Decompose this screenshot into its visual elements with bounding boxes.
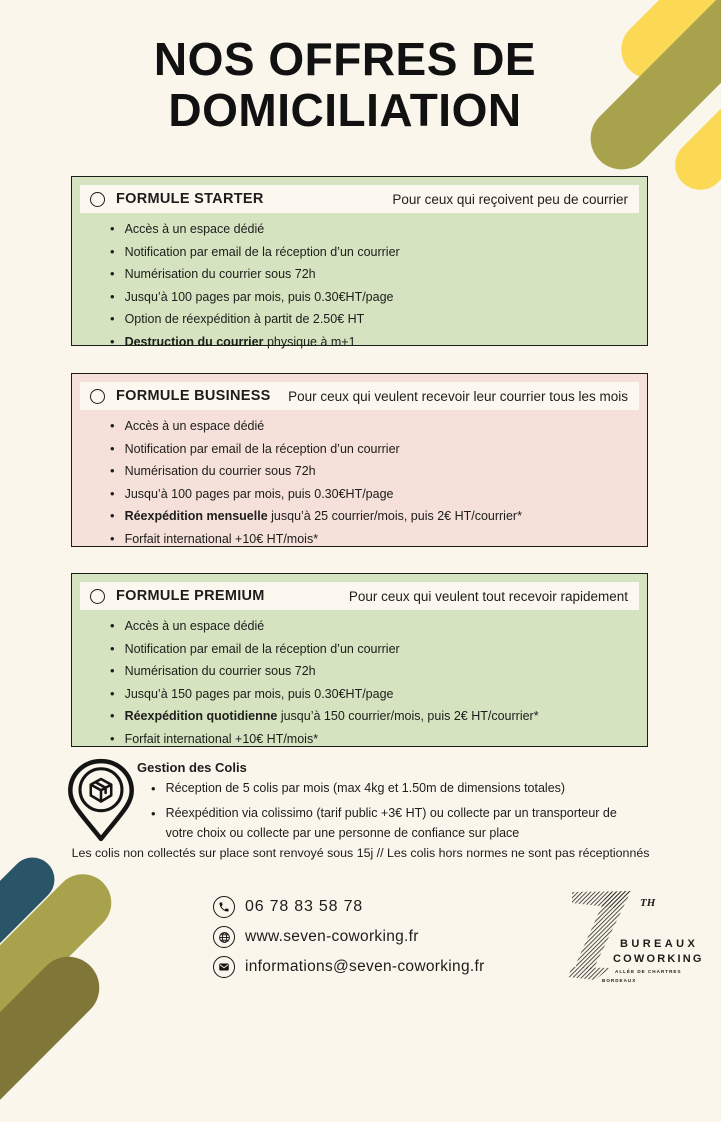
card-name (90, 388, 271, 404)
card-formule-starter (71, 176, 648, 349)
card-header (80, 185, 639, 213)
list-item: • Notification par email de la réception d’un courrier (110, 442, 639, 457)
globe-icon (213, 926, 235, 948)
logo-address-line1: ALLÉE DE CHARTRES (615, 969, 682, 974)
radio-circle-icon (90, 192, 105, 207)
contact-email (213, 956, 485, 978)
list-item: • Accès à un espace dédié (110, 222, 639, 237)
phone-number: 06 78 83 58 78 (245, 898, 363, 915)
phone-icon (213, 896, 235, 918)
list-item: • Jusqu’à 100 pages par mois, puis 0.30€HT/page (110, 290, 639, 305)
logo-seven-glyph (568, 891, 632, 980)
card-name (90, 191, 264, 207)
radio-circle-icon (90, 389, 105, 404)
list-item: • Réexpédition quotidienne jusqu’à 150 courrier/mois, puis 2€ HT/courrier* (110, 709, 639, 724)
logo-bureaux: BUREAUX (620, 938, 699, 950)
card-name-label: FORMULE STARTER (116, 191, 264, 207)
seventh-coworking-logo (540, 870, 721, 1000)
list-item: • Accès à un espace dédié (110, 419, 639, 434)
list-item: • Notification par email de la réception d’un courrier (110, 642, 639, 657)
website-url: www.seven-coworking.fr (245, 928, 419, 945)
page-title (15, 34, 675, 135)
parcel-section-title: Gestion des Colis (137, 760, 247, 775)
list-item: • Jusqu’à 150 pages par mois, puis 0.30€HT/page (110, 687, 639, 702)
list-item: • Notification par email de la réception d’un courrier (110, 245, 639, 260)
email-icon (213, 956, 235, 978)
logo-coworking: COWORKING (613, 953, 704, 965)
list-item: • Jusqu’à 100 pages par mois, puis 0.30€HT/page (110, 487, 639, 502)
page-title-line1: NOS OFFRES DE (153, 33, 537, 85)
feature-list (110, 419, 639, 547)
list-item: • Réexpédition mensuelle jusqu’à 25 courrier/mois, puis 2€ HT/courrier* (110, 509, 639, 524)
list-item: • Forfait international +10€ HT/mois* (110, 732, 639, 747)
logo-address-line2: BORDEAUX (602, 978, 637, 983)
feature-list (110, 619, 639, 747)
list-item: • Réception de 5 colis par mois (max 4kg et 1.50m de dimensions totales) (151, 779, 642, 799)
feature-list (110, 222, 639, 350)
contact-block (213, 896, 485, 978)
list-item: • Numérisation du courrier sous 72h (110, 464, 639, 479)
list-item: • Option de réexpédition à partit de 2.50€ HT (110, 312, 639, 327)
list-item: • Réexpédition via colissimo (tarif public +3€ HT) ou collecte par un transporteur de votre choix ou collecte par une personne de confiance sur place (151, 804, 642, 843)
logo-th: TH (640, 897, 656, 909)
list-item: • Destruction du courrier physique à m+1 (110, 335, 639, 350)
list-item: • Numérisation du courrier sous 72h (110, 267, 639, 282)
card-name (90, 588, 265, 604)
list-item: • Forfait international +10€ HT/mois* (110, 532, 639, 547)
list-item: • Numérisation du courrier sous 72h (110, 664, 639, 679)
radio-circle-icon (90, 589, 105, 604)
parcel-pin-icon (62, 757, 140, 845)
parcel-footnote: Les colis non collectés sur place sont renvoyé sous 15j // Les colis hors normes ne sont pas réceptionnés (71, 846, 650, 860)
parcel-list (151, 779, 642, 843)
page-title-line2: DOMICILIATION (168, 83, 522, 136)
card-header (80, 582, 639, 610)
card-tagline: Pour ceux qui reçoivent peu de courrier (392, 191, 628, 207)
card-tagline: Pour ceux qui veulent tout recevoir rapidement (348, 588, 628, 604)
card-header (80, 382, 639, 410)
email-address: informations@seven-coworking.fr (245, 958, 485, 975)
card-formule-business (71, 373, 648, 547)
contact-website (213, 926, 485, 948)
list-item: • Accès à un espace dédié (110, 619, 639, 634)
parcel-section (137, 760, 642, 848)
card-formule-premium (71, 573, 648, 747)
contact-phone (213, 896, 485, 918)
card-name-label: FORMULE PREMIUM (116, 588, 265, 604)
card-name-label: FORMULE BUSINESS (116, 388, 271, 404)
card-tagline: Pour ceux qui veulent recevoir leur courrier tous les mois (288, 388, 628, 404)
